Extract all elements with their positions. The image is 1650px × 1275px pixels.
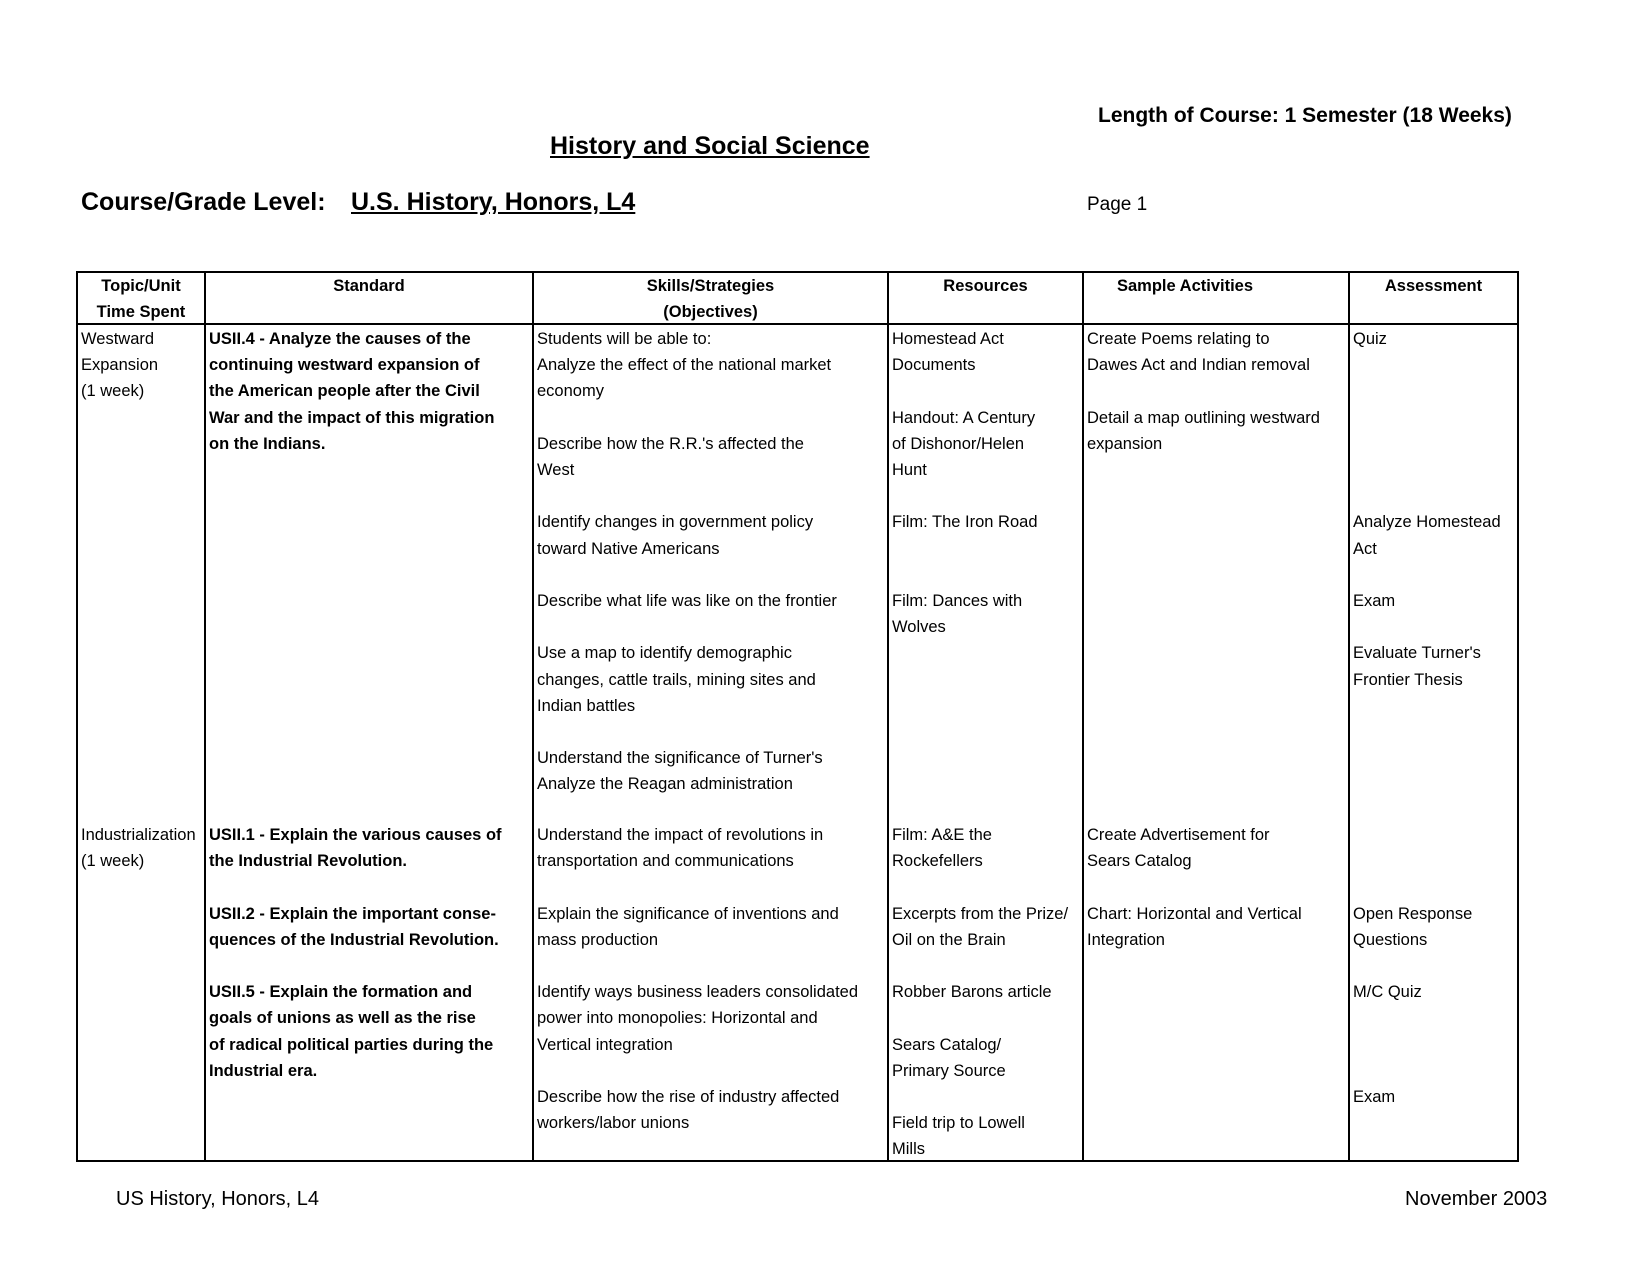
course-value: U.S. History, Honors, L4	[351, 188, 636, 216]
column-header-standard: Standard	[333, 277, 405, 295]
page-number: Page 1	[1087, 194, 1148, 215]
course-length: Length of Course: 1 Semester (18 Weeks)	[1098, 104, 1512, 127]
row-2-topic: Industrialization (1 week)	[81, 826, 196, 871]
row-1-activities: Create Poems relating to Dawes Act and Indian removal Detail a map outlining westward expansion	[1087, 330, 1320, 453]
column-header-skills: Skills/Strategies (Objectives)	[646, 277, 775, 322]
row-1-assessment: Quiz Analyze Homestead Act Exam Evaluate Turner's Frontier Thesis	[1353, 330, 1501, 689]
footer-date: November 2003	[1405, 1188, 1548, 1210]
column-header-resources: Resources	[943, 277, 1028, 295]
row-1-resources: Homestead Act Documents Handout: A Century of Dishonor/Helen Hunt Film: The Iron Road Film: Dances with Wolves	[892, 330, 1038, 637]
row-2-standard: USII.1 - Explain the various causes of the Industrial Revolution. USII.2 - Explain the important conse- quences of the Industrial Revolution. USII.5 - Explain the formation and goals of unions as well as the rise of radical political parties during the Industrial era.	[209, 826, 502, 1080]
row-2-resources: Film: A&E the Rockefellers Excerpts from the Prize/ Oil on the Brain Robber Barons article Sears Catalog/ Primary Source Field trip to Lowell Mills	[892, 826, 1069, 1159]
column-header-topic: Topic/Unit Time Spent	[96, 277, 186, 322]
row-1-standard: USII.4 - Analyze the causes of the continuing westward expansion of the American people after the Civil War and the impact of this migration on the Indians.	[209, 330, 495, 453]
row-2-assessment: Open Response Questions M/C Quiz Exam	[1353, 904, 1473, 1107]
course-label: Course/Grade Level:	[81, 188, 326, 216]
footer-course: US History, Honors, L4	[116, 1188, 320, 1210]
row-1-topic: Westward Expansion (1 week)	[81, 330, 159, 401]
row-2-skills: Understand the impact of revolutions in transportation and communications Explain the significance of inventions and mass production Identify ways business leaders consolidated power into monopolies: Horizontal and Vertical integration Describe how the rise of industry affected workers/labor unions	[537, 826, 859, 1133]
row-2-activities: Create Advertisement for Sears Catalog Chart: Horizontal and Vertical Integration	[1087, 826, 1302, 949]
column-header-activities: Sample Activities	[1116, 277, 1254, 295]
row-1-skills: Students will be able to: Analyze the effect of the national market economy Describe how the R.R.'s affected the West Identify changes in government policy toward Native Americans Describe what life was like on the frontier Use a map to identify demographic changes, cattle trails, mining sites and Indian battles Understand the significance of Turner's Analyze the Reagan administration	[537, 330, 837, 794]
department-title: History and Social Science	[550, 132, 870, 160]
column-header-assessment: Assessment	[1384, 277, 1483, 295]
